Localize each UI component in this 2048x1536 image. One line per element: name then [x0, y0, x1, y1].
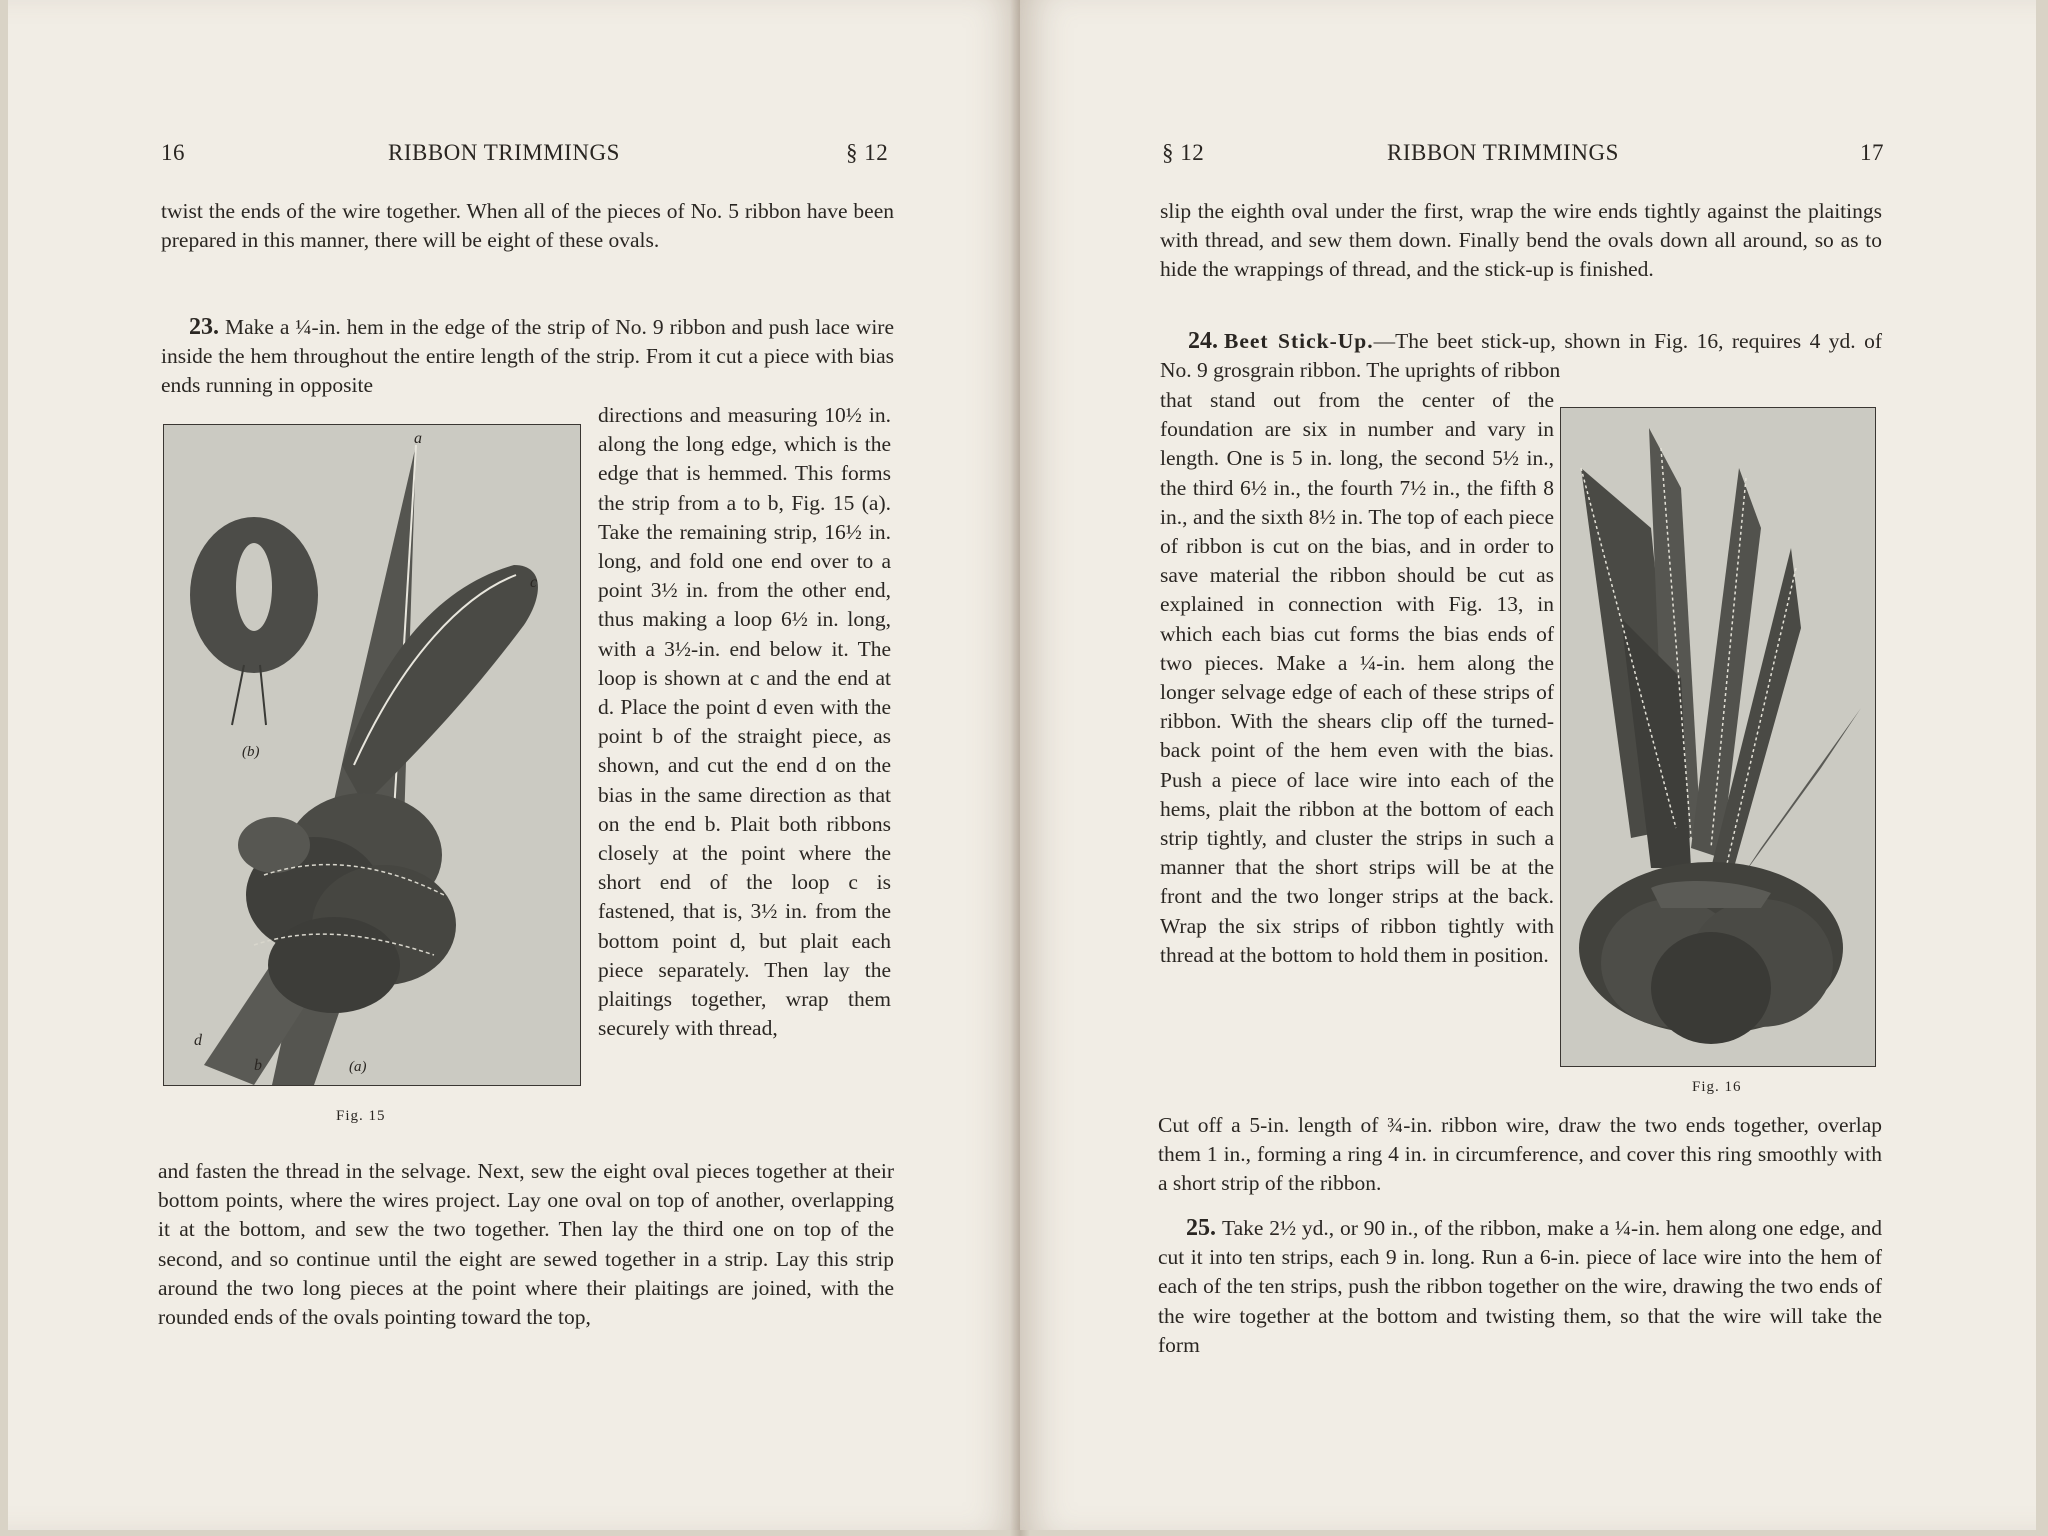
paragraph-23-start: 23. Make a ¼-in. hem in the edge of the strip of No. 9 ribbon and push lace wire inside the hem throughout the entire length of the strip. From it cut a piece with bias ends running in opposite: [161, 314, 894, 398]
paragraph-24-column: that stand out from the center of the foundation are six in number and vary in length. One is 5 in. long, the second 5½ in., the third 6½ in., the fourth 7½ in., the fifth 8 in., and the sixth 8½ in. The top of each piece of ribbon is cut on the bias, and in order to save material the ribbon should be cut as explained in connection with Fig. 13, in which each bias cut forms the bias ends of two pieces. Make a ¼-in. hem along the longer selvage edge of each of these strips of ribbon. With the shears clip off the turned-back point of the hem even with the bias. Push a piece of lace wire into each of the hems, plait the ribbon at the bottom of each strip tightly, and cluster the strips in such a manner that the short strips will be at the front and the two longer strips at the back. Wrap the six strips of ribbon tightly with thread at the bottom to hold them in position.: [1160, 388, 1554, 967]
left-page-number: 16: [161, 140, 185, 165]
figure-label-a: a: [414, 430, 422, 447]
paragraph-23-column: directions and measuring 10½ in. along the long edge, which is the edge that is hemmed. This forms the strip from a to b, Fig. 15 (a). Take the remaining strip, 16½ in. long, and fold one end over to a point 3½ in. from the other end, thus making a loop 6½ in. long, with a 3½-in. end below it. The loop is shown at c and the end at d. Place the point d even with the point b of the straight piece, as shown, and cut the end d on the bias in the same direction as that on the end b. Plait both ribbons closely at the point where the short end of the loop c is fastened, that is, 3½ in. from the bottom point d, but plait each piece separately. Then lay the plaitings together, wrap them securely with thread,: [598, 403, 891, 1041]
figure-15-image: [163, 424, 581, 1086]
ribbon-bow-illustration: [164, 425, 580, 1085]
paragraph-24-end: Cut off a 5-in. length of ¾-in. ribbon wire, draw the two ends together, overlap them 1 in., forming a ring 4 in. in circumference, and cover this ring smoothly with a short strip of the ribbon.: [1158, 1113, 1882, 1196]
right-section-mark: § 12: [1162, 140, 1205, 165]
right-top-paragraph: slip the eighth oval under the first, wrap the wire ends tightly against the plaitings with thread, and sew them down. Finally bend the ovals down all around, so as to hide the wrappings of thread, and the stick-up is finished.: [1160, 199, 1882, 282]
paragraph-23-number: 23.: [189, 314, 219, 340]
figure-15-caption: Fig. 15: [336, 1108, 386, 1124]
right-page-number: 17: [1860, 140, 1884, 165]
left-page: [8, 0, 1020, 1530]
left-top-paragraph: twist the ends of the wire together. When all of the pieces of No. 5 ribbon have been prepared in this manner, there will be eight of these ovals.: [161, 199, 894, 253]
right-running-head: RIBBON TRIMMINGS: [1387, 140, 1619, 165]
paragraph-25-number: 25.: [1186, 1215, 1216, 1241]
figure-label-b: b: [254, 1057, 262, 1074]
figure-label-d: d: [194, 1032, 202, 1049]
figure-16-caption: Fig. 16: [1692, 1079, 1742, 1095]
paragraph-25: 25. Take 2½ yd., or 90 in., of the ribbon, make a ¼-in. hem along one edge, and cut it into ten strips, each 9 in. long. Run a 6-in. piece of lace wire into the hem of each of the ten strips, push the ribbon together on the wire, drawing the two ends of the wire together at the bottom and twisting them, so that the wire will take the form: [1158, 1215, 1882, 1357]
paragraph-24-title: Beet Stick-Up.: [1224, 329, 1374, 353]
right-page: [1020, 0, 2036, 1530]
paragraph-24-start: 24. Beet Stick-Up.—The beet stick-up, shown in Fig. 16, requires 4 yd. of No. 9 grosgrain ribbon. The uprights of ribbon: [1160, 328, 1882, 383]
figure-label-sub-a: (a): [349, 1059, 367, 1075]
left-running-head: RIBBON TRIMMINGS: [388, 140, 620, 165]
figure-label-sub-b: (b): [242, 744, 260, 760]
paragraph-24-number: 24.: [1188, 328, 1218, 354]
paragraph-23-end: and fasten the thread in the selvage. Next, sew the eight oval pieces together at their bottom points, where the wires project. Lay one oval on top of another, overlapping it at the bottom, and sew the two together. Then lay the third one on top of the second, and so continue until the eight are sewed together in a strip. Lay this strip around the two long pieces at the point where their plaitings are joined, with the rounded ends of the ovals pointing toward the top,: [158, 1159, 894, 1330]
figure-label-c: c: [530, 574, 538, 591]
left-section-mark: § 12: [846, 140, 889, 165]
beet-stick-up-illustration: [1561, 408, 1875, 1066]
figure-16-image: [1560, 407, 1876, 1067]
